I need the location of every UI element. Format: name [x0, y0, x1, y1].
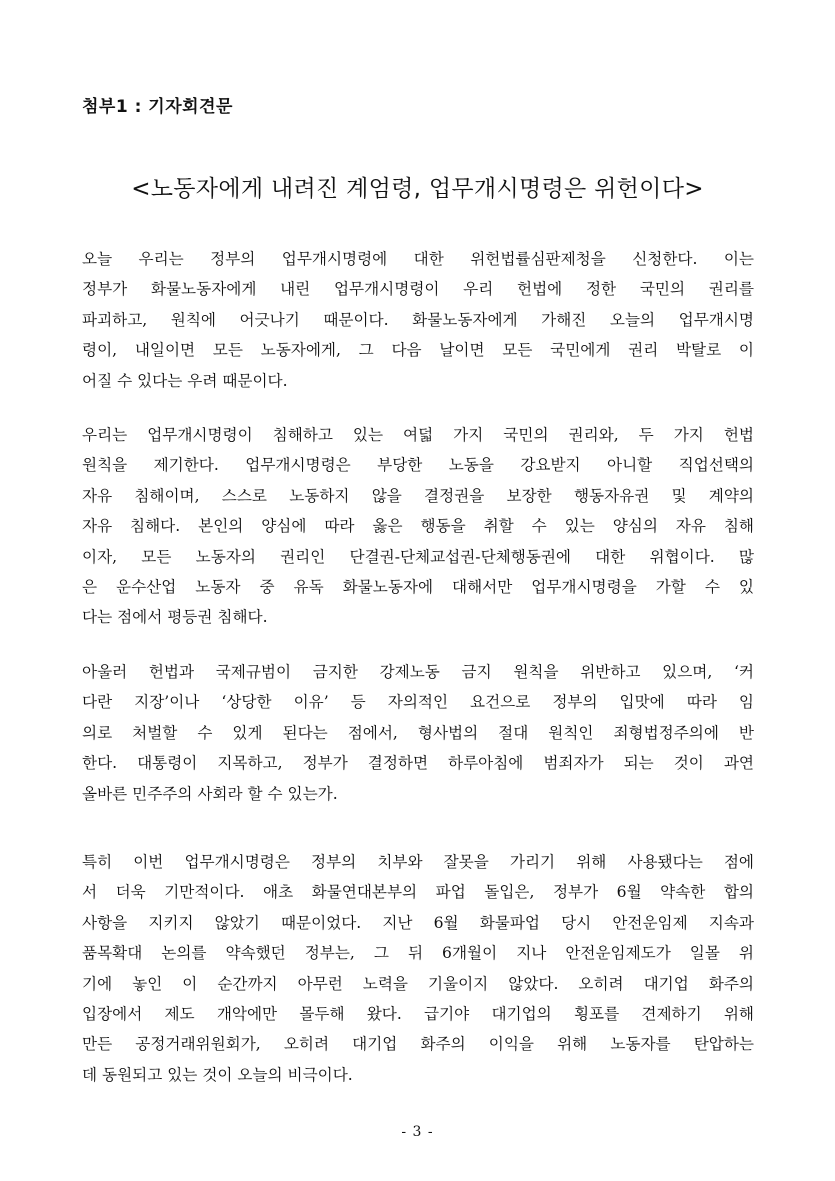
paragraph-line: 오늘 우리는 정부의 업무개시명령에 대한 위헌법률심판제청을 신청한다. 이는: [82, 250, 754, 268]
document-title: <노동자에게 내려진 계엄령, 업무개시명령은 위헌이다>: [131, 176, 704, 202]
paragraph-2: [82, 420, 754, 633]
paragraph-line: 아울러 헌법과 국제규범이 금지한 강제노동 금지 원칙을 위반하고 있으며, ‘커: [82, 663, 754, 681]
paragraph-line: 우리는 업무개시명령이 침해하고 있는 여덟 가지 국민의 권리와, 두 가지 헌법: [82, 426, 754, 444]
paragraph-line: 데 동원되고 있는 것이 오늘의 비극이다.: [82, 1065, 353, 1084]
paragraph-line: 다란 지장’이나 ‘상당한 이유’ 등 자의적인 요건으로 정부의 입맛에 따라 임: [82, 693, 754, 712]
paragraph-line: 령이, 내일이면 모든 노동자에게, 그 다음 날이면 모든 국민에게 권리 박탈로 이: [82, 341, 754, 360]
paragraph-3: [82, 657, 754, 809]
paragraph-line: 자유 침해다. 본인의 양심에 따라 옳은 행동을 취할 수 있는 양심의 자유 침해: [82, 517, 754, 536]
paragraph-line: 어질 수 있다는 우려 때문이다.: [82, 371, 288, 390]
paragraph-line: 파괴하고, 원칙에 어긋나기 때문이다. 화물노동자에게 가해진 오늘의 업무개시명: [82, 310, 754, 329]
attachment-label: 첨부1 : 기자회견문: [82, 97, 233, 117]
paragraph-line: 사항을 지키지 않았기 때문이었다. 지난 6월 화물파업 당시 안전운임제 지속과: [82, 913, 754, 932]
paragraph-line: 기에 놓인 이 순간까지 아무런 노력을 기울이지 않았다. 오히려 대기업 화주의: [82, 974, 754, 993]
page-number: - 3 -: [401, 1124, 434, 1140]
paragraph-line: 정부가 화물노동자에게 내린 업무개시명령이 우리 헌법에 정한 국민의 권리를: [82, 280, 754, 299]
paragraph-line: 자유 침해이며, 스스로 노동하지 않을 결정권을 보장한 행동자유권 및 계약의: [82, 486, 754, 505]
paragraph-line: 의로 처벌할 수 있게 된다는 점에서, 형사법의 절대 원칙인 죄형법정주의에 반: [82, 723, 754, 742]
paragraph-line: 이자, 모든 노동자의 권리인 단결권-단체교섭권-단체행동권에 대한 위협이다. 많: [82, 547, 754, 566]
paragraph-line: 특히 이번 업무개시명령은 정부의 치부와 잘못을 가리기 위해 사용됐다는 점에: [82, 853, 754, 871]
paragraph-1: [82, 244, 754, 396]
paragraph-line: 원칙을 제기한다. 업무개시명령은 부당한 노동을 강요받지 아니할 직업선택의: [82, 456, 754, 475]
paragraph-line: 입장에서 제도 개악에만 몰두해 왔다. 급기야 대기업의 횡포를 견제하기 위해: [82, 1005, 754, 1024]
paragraph-line: 서 더욱 기만적이다. 애초 화물연대본부의 파업 돌입은, 정부가 6월 약속한 합의: [82, 883, 754, 902]
paragraph-line: 은 운수산업 노동자 중 유독 화물노동자에 대해서만 업무개시명령을 가할 수 있: [82, 578, 754, 597]
paragraph-line: 다는 점에서 평등권 침해다.: [82, 608, 268, 627]
paragraph-4: [82, 847, 754, 1090]
paragraph-line: 한다. 대통령이 지목하고, 정부가 결정하면 하루아침에 범죄자가 되는 것이 과연: [82, 754, 754, 773]
paragraph-line: 올바른 민주주의 사회라 할 수 있는가.: [82, 784, 338, 803]
paragraph-line: 만든 공정거래위원회가, 오히려 대기업 화주의 이익을 위해 노동자를 탄압하는: [82, 1035, 754, 1054]
paragraph-line: 품목확대 논의를 약속했던 정부는, 그 뒤 6개월이 지나 안전운임제도가 일몰 위: [82, 944, 754, 963]
